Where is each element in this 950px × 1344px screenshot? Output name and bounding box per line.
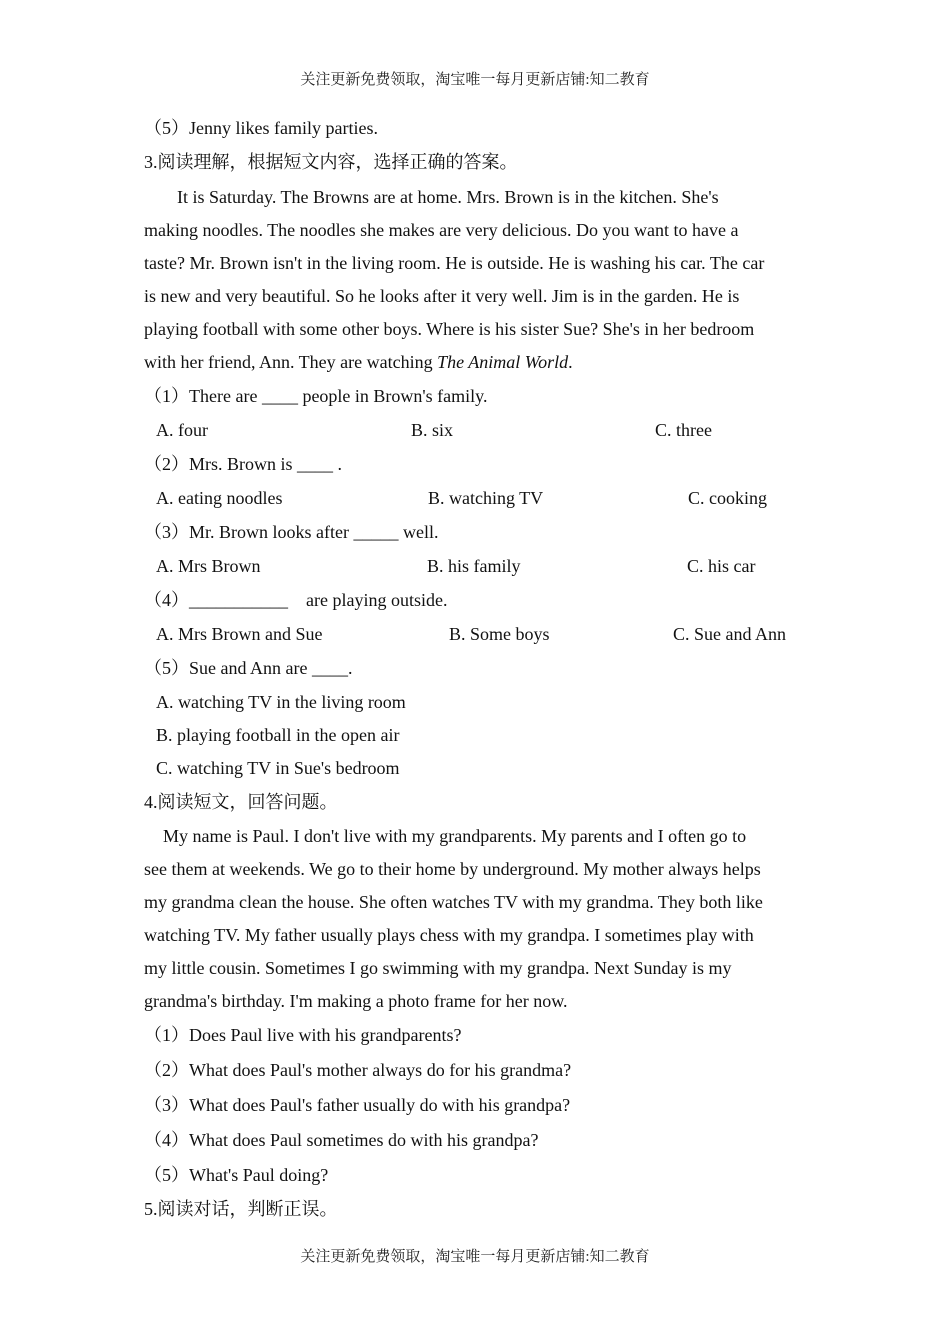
section4-passage-line-5: my little cousin. Sometimes I go swimming with my grandpa. Next Sunday is my <box>144 958 732 978</box>
section4-question-1: （1）Does Paul live with his grandparents? <box>144 1025 462 1045</box>
program-title: The Animal World <box>437 352 569 372</box>
section4-passage-line-2: see them at weekends. We go to their home by underground. My mother always helps <box>144 859 761 879</box>
section4-passage-line-1: My name is Paul. I don't live with my grandparents. My parents and I often go to <box>163 826 747 846</box>
section4-question-4: （4）What does Paul sometimes do with his grandpa? <box>144 1130 539 1150</box>
page-header: 关注更新免费领取，淘宝唯一每月更新店铺:知二教育 <box>300 72 650 88</box>
section4-question-5: （5）What's Paul doing? <box>144 1165 329 1185</box>
section4-heading: 4.阅读短文，回答问题。 <box>144 792 338 812</box>
q2-option-b: B. watching TV <box>428 488 544 508</box>
section3-passage-line-5: playing football with some other boys. Where is his sister Sue? She's in her bedroom <box>144 319 755 339</box>
section4-passage-line-3: my grandma clean the house. She often watches TV with my grandma. They both like <box>144 892 763 912</box>
q5-option-a: A. watching TV in the living room <box>156 692 406 712</box>
q2-option-c: C. cooking <box>688 488 767 508</box>
section4-question-3: （3）What does Paul's father usually do with his grandpa? <box>144 1095 571 1115</box>
section3-question-3: （3）Mr. Brown looks after _____ well. <box>144 522 439 542</box>
section3-passage-line-3: taste? Mr. Brown isn't in the living room. He is outside. He is washing his car. The car <box>144 253 765 273</box>
q1-option-a: A. four <box>156 420 208 440</box>
q5-option-b: B. playing football in the open air <box>156 725 400 745</box>
section3-heading: 3.阅读理解，根据短文内容，选择正确的答案。 <box>144 152 518 172</box>
section3-passage-line-1: It is Saturday. The Browns are at home. Mrs. Brown is in the kitchen. She's <box>177 187 719 207</box>
section3-passage-line-6 <box>144 351 573 373</box>
section3-question-5: （5）Sue and Ann are ____. <box>144 658 353 678</box>
section3-question-4: （4）___________ are playing outside. <box>144 590 448 610</box>
passage-text: with her friend, Ann. They are watching <box>144 352 438 372</box>
q5-option-c: C. watching TV in Sue's bedroom <box>156 758 400 778</box>
section4-question-2: （2）What does Paul's mother always do for his grandma? <box>144 1060 572 1080</box>
q1-option-c: C. three <box>655 420 712 440</box>
section3-passage-line-2: making noodles. The noodles she makes are very delicious. Do you want to have a <box>144 220 739 240</box>
section4-passage-line-4: watching TV. My father usually plays chess with my grandpa. I sometimes play with <box>144 925 754 945</box>
q1-option-b: B. six <box>411 420 454 440</box>
section3-passage-line-4: is new and very beautiful. So he looks after it very well. Jim is in the garden. He is <box>144 286 740 306</box>
q4-option-b: B. Some boys <box>449 624 550 644</box>
q4-option-c: C. Sue and Ann <box>673 624 787 644</box>
section3-question-1: （1）There are ____ people in Brown's family. <box>144 386 488 406</box>
q3-option-b: B. his family <box>427 556 521 576</box>
section5-heading: 5.阅读对话，判断正误。 <box>144 1199 338 1219</box>
section3-question-2: （2）Mrs. Brown is ____ . <box>144 454 343 474</box>
page-footer: 关注更新免费领取，淘宝唯一每月更新店铺:知二教育 <box>300 1249 650 1265</box>
q4-option-a: A. Mrs Brown and Sue <box>156 624 323 644</box>
passage-period: . <box>568 352 573 372</box>
prev-question-5: （5）Jenny likes family parties. <box>144 118 378 138</box>
q3-option-a: A. Mrs Brown <box>156 556 261 576</box>
q2-option-a: A. eating noodles <box>156 488 283 508</box>
q3-option-c: C. his car <box>687 556 756 576</box>
section4-passage-line-6: grandma's birthday. I'm making a photo frame for her now. <box>144 991 568 1011</box>
